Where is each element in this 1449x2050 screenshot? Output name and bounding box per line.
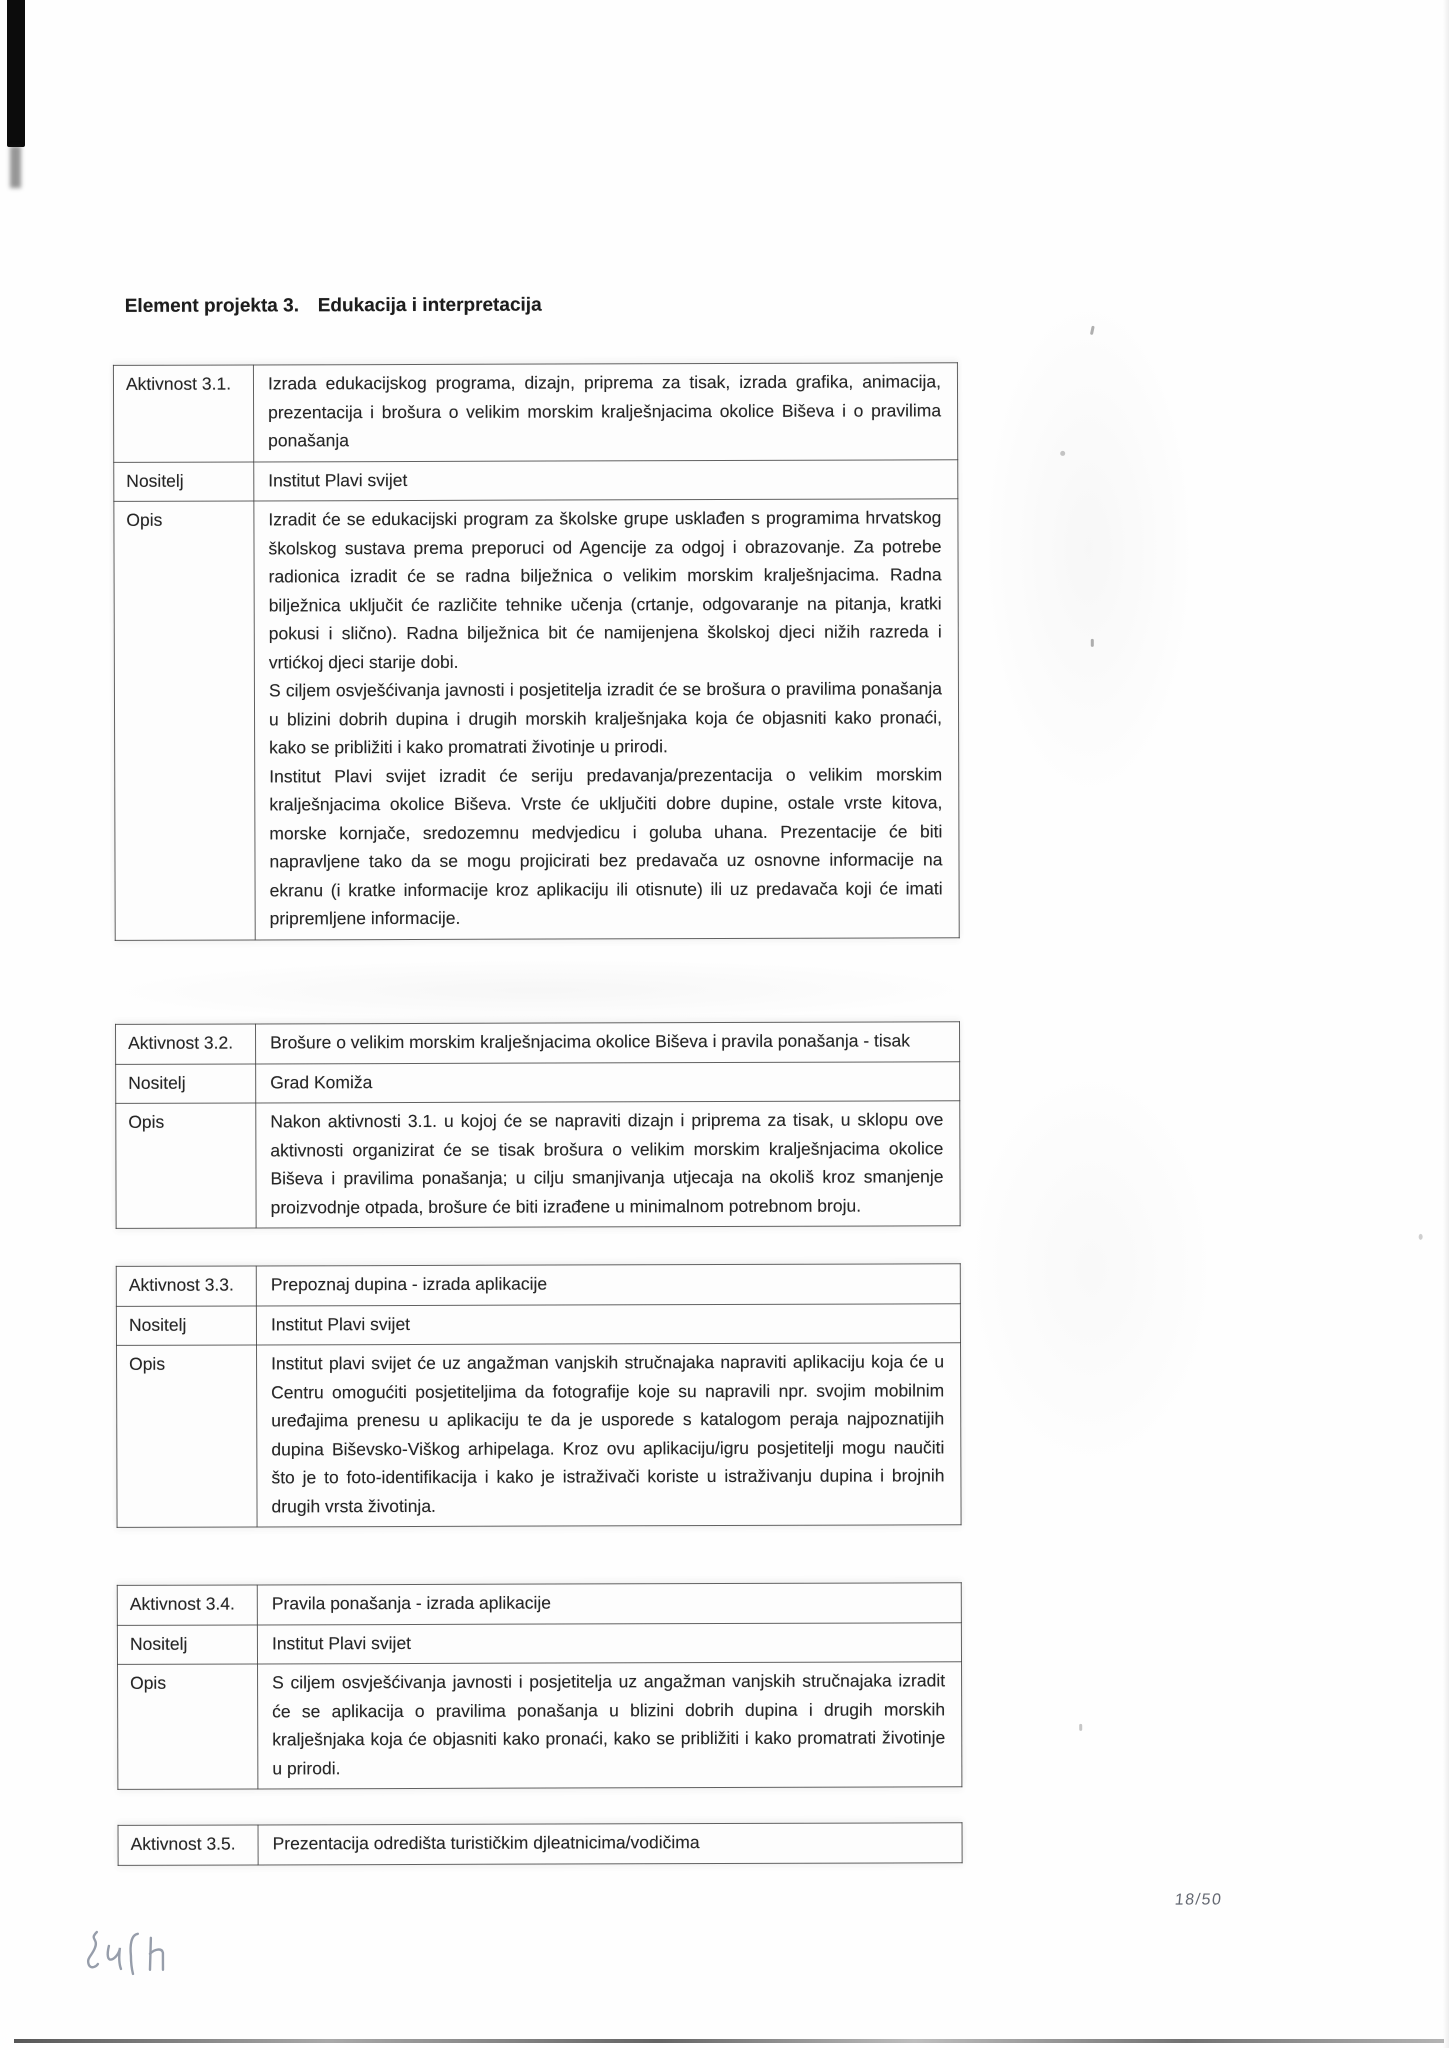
row-content: Brošure o velikim morskim kralješnjacima okolice Biševa i pravila ponašanja - tisak [270, 1030, 911, 1053]
row-content: Institut Plavi svijet [271, 1632, 412, 1653]
row-content-cell [256, 1264, 960, 1306]
row-label: Opis [128, 1111, 165, 1132]
row-content: Prepoznaj dupina - izrada aplikacije [270, 1273, 548, 1295]
row-label-cell [117, 1585, 257, 1625]
row-label: Opis [126, 509, 163, 530]
row-content: Prezentacija odredišta turističkim djleatnicima/vodičima [272, 1832, 700, 1854]
row-content-cell [254, 459, 958, 501]
row-label: Nositelj [126, 470, 184, 491]
row-label: Aktivnost 3.5. [130, 1833, 236, 1854]
row-label-cell [114, 501, 255, 940]
table-row [114, 499, 959, 940]
scan-edge-black-bar [7, 0, 25, 147]
row-content-cell [257, 1343, 962, 1527]
row-content-cell [258, 1662, 962, 1789]
section-heading-label: Element projekta 3. [124, 295, 300, 317]
row-content: S ciljem osvješćivanja javnosti i posjetitelja uz angažman vanjskih stručnajaka izradit će se aplikacija o pravilima ponašanja u blizini dobrih dupina i drugih morskih kralješnjaka koja će objasniti kako pronaći, kako se približiti i kako promatrati životinje u prirodi. [272, 1670, 946, 1779]
row-content-cell [257, 1583, 961, 1625]
activity-table-body [113, 363, 959, 940]
activity-table-body [118, 1823, 962, 1865]
table-row [118, 1662, 962, 1790]
row-label: Nositelj [128, 1314, 187, 1335]
row-label-cell [116, 1305, 256, 1345]
row-content: Institut Plavi svijet [270, 1313, 411, 1334]
row-label: Opis [129, 1353, 166, 1374]
table-row [117, 1622, 961, 1664]
activity-table-aktivnost-3-2 [115, 1021, 961, 1229]
row-label-cell [118, 1664, 258, 1790]
row-content: Izradit će se edukacijski program za školske grupe usklađen s programima hrvatskog školskog sustava prema preporuci od Agencije za odgoj i obrazovanje. Za potrebe radionica izradit će se radna bilježnica o velikim morskim kralješnjacima. Radna bilježnica uključit će različite tehnike učenja (crtanje, odgovaranje na pitanja, kratki pokusi i slično). Radna bilježnica bit će namijenjena školskoj djeci nižih razreda i vrtićkoj djeci starije dobi. S ciljem osvješćivanja javnosti i posjetitelja izradit će se brošura o pravilima ponašanja u blizini dobrih dupina i drugih morskih kralješnjaka koja će objasniti kako pronaći, kako se približiti i kako promatrati životinje u prirodi. Institut Plavi svijet izradit će seriju predavanja/prezentacija o velikim morskim kralješnjacima okolice Biševa. Vrste će uključiti dobre dupine, ostale vrste kitova, morske kornjače, sredozemnu medvjedicu i goluba uhana. Prezentacije će biti napravljene tako da se mogu projicirati bez predavača uz osnovne informacije na ekranu (i kratke informacije kroz aplikaciju ili otisnute) ili uz predavača koji će imati pripremljene informacije. [268, 507, 943, 929]
handwriting-strokes [83, 1924, 193, 1994]
row-label-cell [117, 1345, 258, 1528]
handwritten-mark [83, 1924, 193, 1994]
row-content: Nakon aktivnosti 3.1. u kojoj će se napraviti dizajn i priprema za tisak, u sklopu ove aktivnosti organizirat će se tisak brošura o velikim morskim kralješnjacima okolice Biševa i pravilima ponašanja; u cilju smanjivanja utjecaja na okoliš kroz smanjenje proizvodnje otpada, brošure će biti izrađene u minimalnom potrebnom broju. [270, 1109, 944, 1218]
row-content-cell [256, 1303, 960, 1345]
table-row [115, 1022, 959, 1064]
activity-table-body [115, 1022, 960, 1229]
section-heading-title: Edukacija i interpretacija [317, 294, 542, 317]
activity-table-aktivnost-3-1 [113, 362, 960, 940]
row-content-cell [257, 1622, 961, 1664]
table-row [116, 1303, 960, 1345]
row-content: Pravila ponašanja - izrada aplikacije [271, 1592, 552, 1614]
activity-table-body [117, 1583, 962, 1790]
row-content-cell [256, 1101, 960, 1228]
table-row [114, 459, 958, 501]
row-content-cell [258, 1823, 962, 1865]
row-content-cell [253, 363, 957, 462]
table-row [116, 1061, 960, 1103]
scan-speck [1060, 451, 1065, 456]
row-label-cell [117, 1624, 257, 1664]
row-label: Opis [130, 1672, 167, 1693]
row-content: Institut plavi svijet će uz angažman vanjskih stručnajaka napraviti aplikaciju koja će u Centru omogućiti posjetiteljima da fotografije koje su napravili npr. svojim mobilnim uređajima prenesu u aplikaciju te da je usporede s katalogom peraja najpoznatijih dupina Biševsko-Viškog arhipelaga. Kroz ovu aplikaciju/igru posjetitelji mogu naučiti što je to foto-identifikacija i kako je istraživači koriste u istraživanju dupina i brojnih drugih vrsta životinja. [271, 1351, 945, 1517]
row-label-cell [118, 1825, 258, 1865]
row-content: Izrada edukacijskog programa, dizajn, priprema za tisak, izrada grafika, animacija, prezentacija i brošura o velikim morskim kralješnjacima okolice Biševa i o pravilima ponašanja [267, 371, 942, 451]
row-content-cell [255, 1022, 959, 1064]
row-label: Aktivnost 3.1. [125, 373, 232, 394]
scan-speck [1419, 1234, 1423, 1240]
scan-edge-right-shadow [1443, 0, 1449, 2048]
table-row [113, 363, 957, 462]
row-content-cell [254, 499, 959, 940]
activity-table-aktivnost-3-5 [118, 1822, 963, 1865]
row-label: Aktivnost 3.3. [128, 1274, 234, 1295]
scan-edge-black-bar-tail [10, 146, 21, 188]
table-row [118, 1823, 962, 1865]
row-label-cell [114, 462, 254, 502]
row-label: Nositelj [128, 1072, 186, 1093]
row-label-cell [113, 365, 253, 462]
activity-table-aktivnost-3-4 [117, 1582, 963, 1790]
row-label-cell [116, 1266, 256, 1306]
row-label-cell [115, 1024, 255, 1064]
table-row [117, 1343, 962, 1528]
scan-speck [1079, 1724, 1082, 1731]
activity-table-aktivnost-3-3 [116, 1263, 962, 1528]
row-label-cell [116, 1063, 256, 1103]
table-row [117, 1583, 961, 1625]
row-label: Aktivnost 3.2. [128, 1032, 234, 1053]
table-row [116, 1264, 960, 1306]
row-label: Nositelj [129, 1633, 188, 1654]
scan-speck [1091, 639, 1094, 647]
scan-edge-bottom-line [14, 2039, 1444, 2043]
activity-table-body [116, 1264, 961, 1528]
row-content-cell [256, 1061, 960, 1103]
row-content: Institut Plavi svijet [268, 469, 408, 490]
row-label: Aktivnost 3.4. [129, 1593, 235, 1614]
page-number: 18/50 [1173, 1891, 1224, 1909]
row-content: Grad Komiža [270, 1071, 373, 1092]
row-label-cell [116, 1103, 256, 1229]
table-row [116, 1101, 960, 1229]
